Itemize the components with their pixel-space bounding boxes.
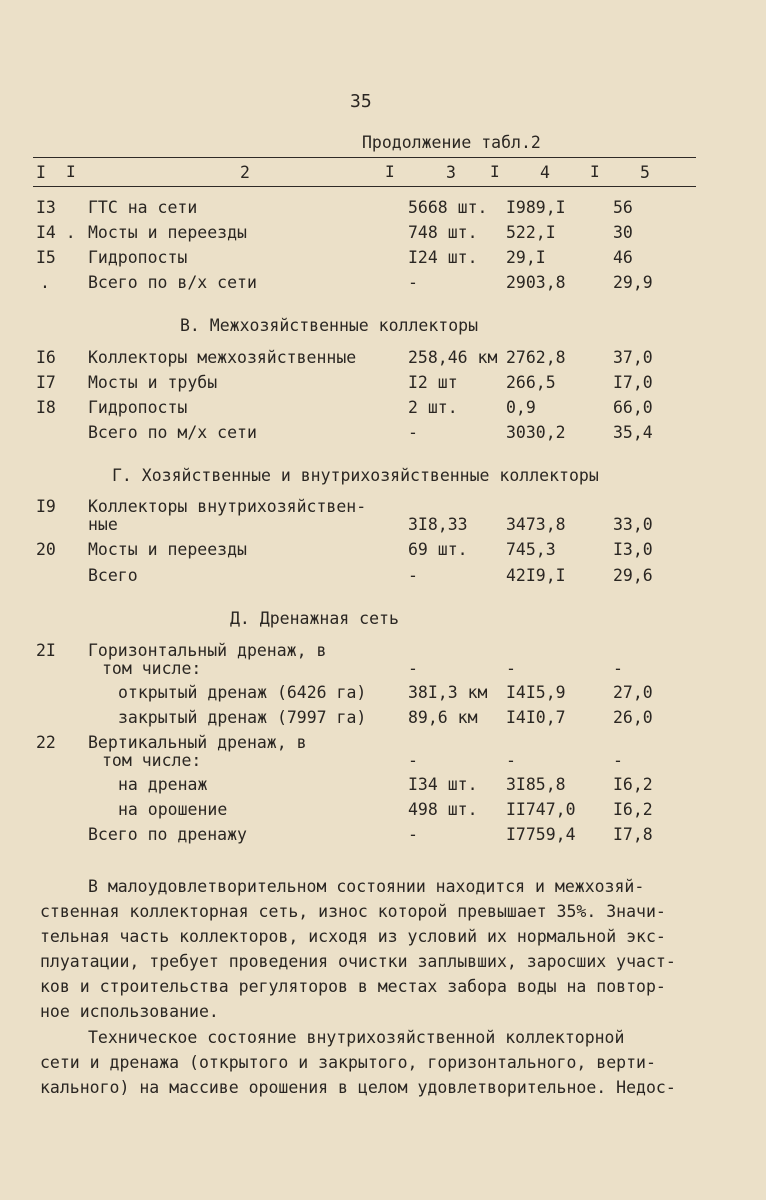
row-qty: I24 шт.	[408, 248, 478, 267]
section-heading: Г. Хозяйственные и внутрихозяйственные коллекторы	[112, 466, 599, 485]
row-cost: 2903,8	[506, 273, 566, 292]
row-name: Всего	[88, 566, 138, 585]
row-cost: 522,I	[506, 223, 556, 242]
row-cost: 42I9,I	[506, 566, 566, 585]
row-name: Всего по в/х сети	[88, 273, 257, 292]
row-name: Вертикальный дренаж, в	[88, 733, 307, 752]
row-name-continued: том числе:	[102, 751, 202, 770]
row-num: 20	[36, 540, 56, 559]
row-qty: 258,46 км	[408, 348, 498, 367]
page-number: 35	[350, 91, 372, 112]
header-col-2: 2	[240, 163, 250, 182]
row-cost: 3473,8	[506, 515, 566, 534]
row-name: Коллекторы межхозяйственные	[88, 348, 357, 367]
row-qty: I2 шт	[408, 373, 458, 392]
row-qty: -	[408, 273, 418, 292]
row-qty: 498 шт.	[408, 800, 478, 819]
row-name: Коллекторы внутрихозяйствен-	[88, 497, 367, 516]
row-pct: 37,0	[613, 348, 653, 367]
row-qty: -	[408, 659, 418, 678]
row-qty: 748 шт.	[408, 223, 478, 242]
row-name: Гидропосты	[88, 248, 188, 267]
header-bottom-rule	[33, 186, 696, 187]
header-separator: I	[590, 162, 600, 181]
paragraph-line: тельная часть коллекторов, исходя из условий их нормальной экс-	[40, 927, 666, 946]
row-cost: -	[506, 659, 516, 678]
row-qty: 2 шт.	[408, 398, 458, 417]
row-name: Горизонтальный дренаж, в	[88, 641, 327, 660]
row-pct: 46	[613, 248, 633, 267]
row-num: I3	[36, 198, 56, 217]
header-col-4: 4	[540, 163, 550, 182]
header-separator: I	[66, 162, 76, 181]
header-col-5: 5	[640, 163, 650, 182]
header-separator: I	[385, 162, 395, 181]
row-pct: I3,0	[613, 540, 653, 559]
row-pct: I7,0	[613, 373, 653, 392]
row-pct: -	[613, 659, 623, 678]
row-name: Всего по м/х сети	[88, 423, 257, 442]
row-pct: I7,8	[613, 825, 653, 844]
row-num: .	[40, 273, 50, 292]
row-qty: 3I8,33	[408, 515, 468, 534]
row-qty: 89,6 км	[408, 708, 478, 727]
row-pct: -	[613, 751, 623, 770]
row-name: закрытый дренаж (7997 га)	[118, 708, 367, 727]
paragraph-line: ное использование.	[40, 1002, 219, 1021]
row-num: I9	[36, 497, 56, 516]
row-qty: -	[408, 825, 418, 844]
section-heading: В. Межхозяйственные коллекторы	[180, 316, 479, 335]
row-cost: I4I5,9	[506, 683, 566, 702]
row-pct: 27,0	[613, 683, 653, 702]
row-name: Мосты и переезды	[88, 540, 247, 559]
row-num: 22	[36, 733, 56, 752]
row-pct: I6,2	[613, 775, 653, 794]
paragraph-line: сети и дренажа (открытого и закрытого, горизонтального, верти-	[40, 1053, 656, 1072]
row-name-continued: том числе:	[102, 659, 202, 678]
header-separator: I	[490, 162, 500, 181]
section-heading: Д. Дренажная сеть	[230, 609, 399, 628]
row-pct: 30	[613, 223, 633, 242]
row-cost: 266,5	[506, 373, 556, 392]
row-qty: 69 шт.	[408, 540, 468, 559]
row-qty: I34 шт.	[408, 775, 478, 794]
row-qty: -	[408, 751, 418, 770]
row-qty: -	[408, 423, 418, 442]
row-qty: 5668 шт.	[408, 198, 488, 217]
row-pct: 29,6	[613, 566, 653, 585]
row-name: открытый дренаж (6426 га)	[118, 683, 367, 702]
row-num: I7	[36, 373, 56, 392]
row-cost: 3030,2	[506, 423, 566, 442]
row-num: I5	[36, 248, 56, 267]
header-col-3: 3	[446, 163, 456, 182]
row-cost: II747,0	[506, 800, 576, 819]
table-caption: Продолжение табл.2	[362, 133, 541, 152]
row-name-continued: ные	[88, 515, 118, 534]
row-name: Мосты и трубы	[88, 373, 218, 392]
row-name: на дренаж	[118, 775, 208, 794]
row-cost: I4I0,7	[506, 708, 566, 727]
row-pct: 66,0	[613, 398, 653, 417]
row-num: I4 .	[36, 223, 76, 242]
row-cost: 3I85,8	[506, 775, 566, 794]
row-cost: I7759,4	[506, 825, 576, 844]
row-qty: 38I,3 км	[408, 683, 488, 702]
row-pct: 56	[613, 198, 633, 217]
row-pct: 26,0	[613, 708, 653, 727]
row-qty: -	[408, 566, 418, 585]
row-cost: 745,3	[506, 540, 556, 559]
row-num: I6	[36, 348, 56, 367]
row-cost: 29,I	[506, 248, 546, 267]
header-col-1: I	[36, 163, 46, 182]
row-num: I8	[36, 398, 56, 417]
paragraph-line: кального) на массиве орошения в целом удовлетворительное. Недос-	[40, 1078, 676, 1097]
paragraph-line: Техническое состояние внутрихозяйственной коллекторной	[88, 1028, 625, 1047]
row-cost: 2762,8	[506, 348, 566, 367]
row-pct: 33,0	[613, 515, 653, 534]
row-cost: -	[506, 751, 516, 770]
row-name: Всего по дренажу	[88, 825, 247, 844]
row-pct: 29,9	[613, 273, 653, 292]
row-name: ГТС на сети	[88, 198, 198, 217]
row-name: Гидропосты	[88, 398, 188, 417]
paragraph-line: ственная коллекторная сеть, износ которой превышает 35%. Значи-	[40, 902, 666, 921]
row-name: Мосты и переезды	[88, 223, 247, 242]
paragraph-line: плуатации, требует проведения очистки заплывших, заросших участ-	[40, 952, 676, 971]
row-pct: I6,2	[613, 800, 653, 819]
row-name: на орошение	[118, 800, 228, 819]
paragraph-line: ков и строительства регуляторов в местах забора воды на повтор-	[40, 977, 666, 996]
row-pct: 35,4	[613, 423, 653, 442]
row-cost: I989,I	[506, 198, 566, 217]
row-cost: 0,9	[506, 398, 536, 417]
row-num: 2I	[36, 641, 56, 660]
table-top-rule	[33, 157, 696, 158]
paragraph-line: В малоудовлетворительном состоянии находится и межхозяй-	[88, 877, 645, 896]
